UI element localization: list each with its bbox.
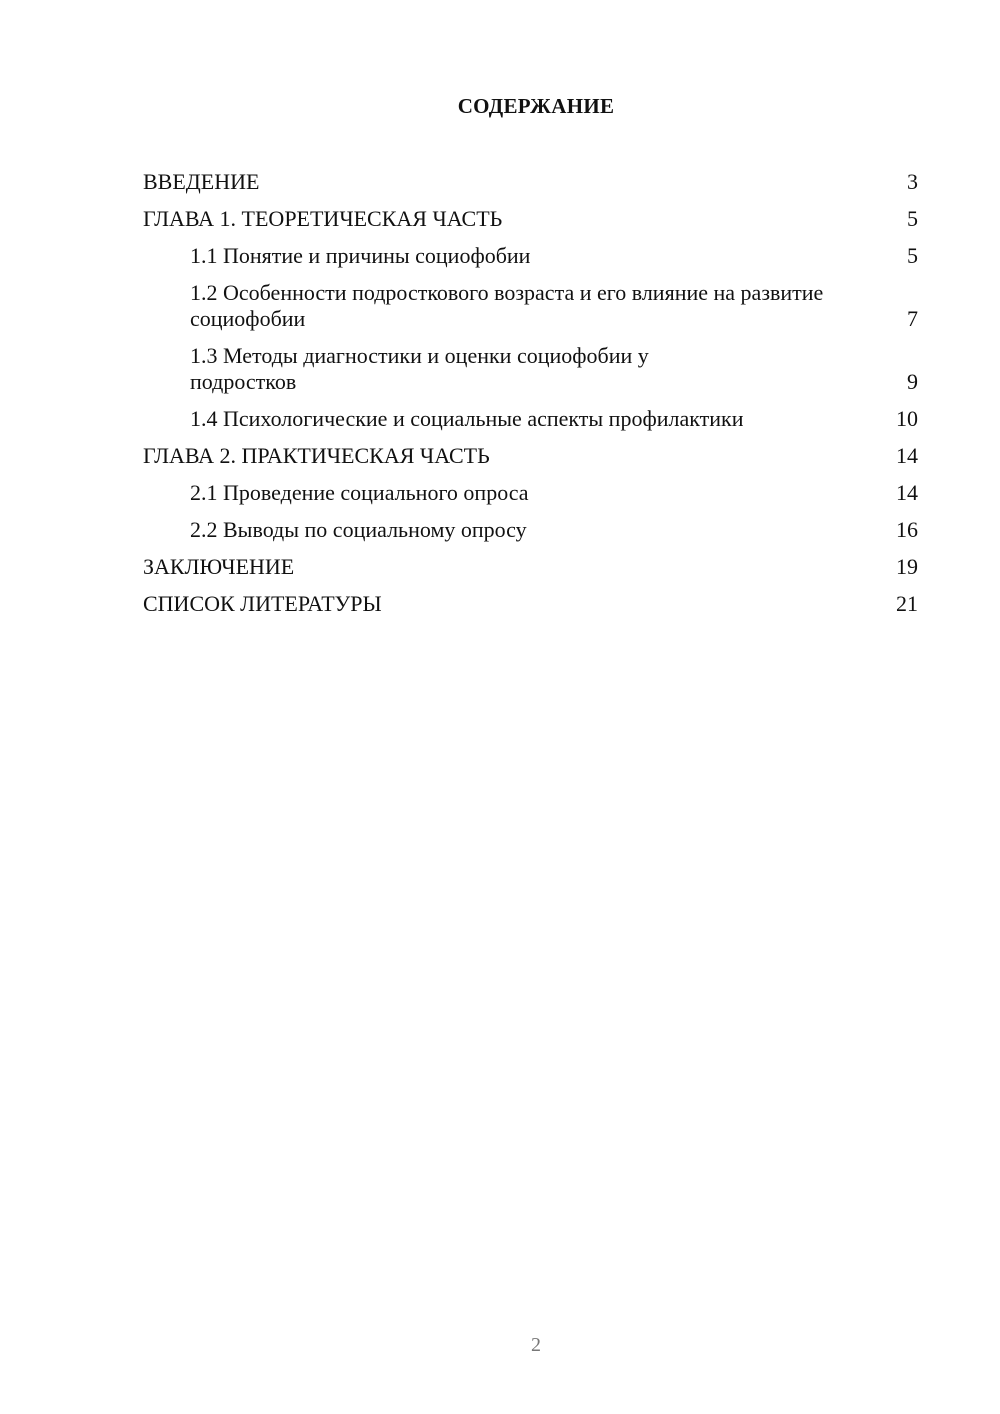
toc-entry-section-1-1 bbox=[143, 243, 918, 269]
toc-entry-label: 1.3 Методы диагностики и оценки социофобии у подростков bbox=[190, 343, 649, 394]
toc-entry-page: 9 bbox=[907, 369, 918, 394]
toc-entry-section-2-1 bbox=[143, 480, 918, 506]
toc-entry-label: 1.4 Психологические и социальные аспекты профилактики bbox=[190, 406, 744, 431]
toc-entry-page: 3 bbox=[907, 169, 918, 194]
page-number: 2 bbox=[531, 1334, 541, 1356]
toc-entry-section-1-2 bbox=[143, 280, 918, 332]
toc-entry-page: 16 bbox=[896, 517, 918, 542]
toc-entry-page: 10 bbox=[896, 406, 918, 431]
toc-entry-label: 2.1 Проведение социального опроса bbox=[190, 480, 529, 505]
toc-entry-page: 5 bbox=[907, 243, 918, 268]
toc-entry-introduction bbox=[143, 169, 918, 195]
toc-entry-conclusion bbox=[143, 554, 918, 580]
toc-entry-section-1-4 bbox=[143, 406, 918, 432]
toc-entry-section-1-3 bbox=[143, 343, 918, 395]
toc-entry-label: 1.1 Понятие и причины социофобии bbox=[190, 243, 531, 268]
toc-entry-page: 5 bbox=[907, 206, 918, 231]
toc-entry-chapter-1 bbox=[143, 206, 918, 232]
toc-entry-page: 14 bbox=[896, 480, 918, 505]
toc-entry-label: ГЛАВА 2. ПРАКТИЧЕСКАЯ ЧАСТЬ bbox=[143, 443, 490, 468]
toc-entry-page: 19 bbox=[896, 554, 918, 579]
toc-entry-references bbox=[143, 591, 918, 617]
toc-entry-page: 21 bbox=[896, 591, 918, 616]
toc-entry-label: 1.2 Особенности подросткового возраста и его влияние на развитие социофобии bbox=[190, 280, 824, 331]
toc-entry-section-2-2 bbox=[143, 517, 918, 543]
toc-entry-label: ГЛАВА 1. ТЕОРЕТИЧЕСКАЯ ЧАСТЬ bbox=[143, 206, 503, 231]
toc-entry-chapter-2 bbox=[143, 443, 918, 469]
toc-entry-page: 7 bbox=[907, 306, 918, 331]
table-of-contents bbox=[143, 169, 918, 628]
toc-entry-page: 14 bbox=[896, 443, 918, 468]
toc-entry-label: 2.2 Выводы по социальному опросу bbox=[190, 517, 527, 542]
toc-entry-label: ЗАКЛЮЧЕНИЕ bbox=[143, 554, 295, 579]
page-title: СОДЕРЖАНИЕ bbox=[457, 94, 615, 118]
toc-entry-label: СПИСОК ЛИТЕРАТУРЫ bbox=[143, 591, 382, 616]
toc-entry-label: ВВЕДЕНИЕ bbox=[143, 169, 260, 194]
